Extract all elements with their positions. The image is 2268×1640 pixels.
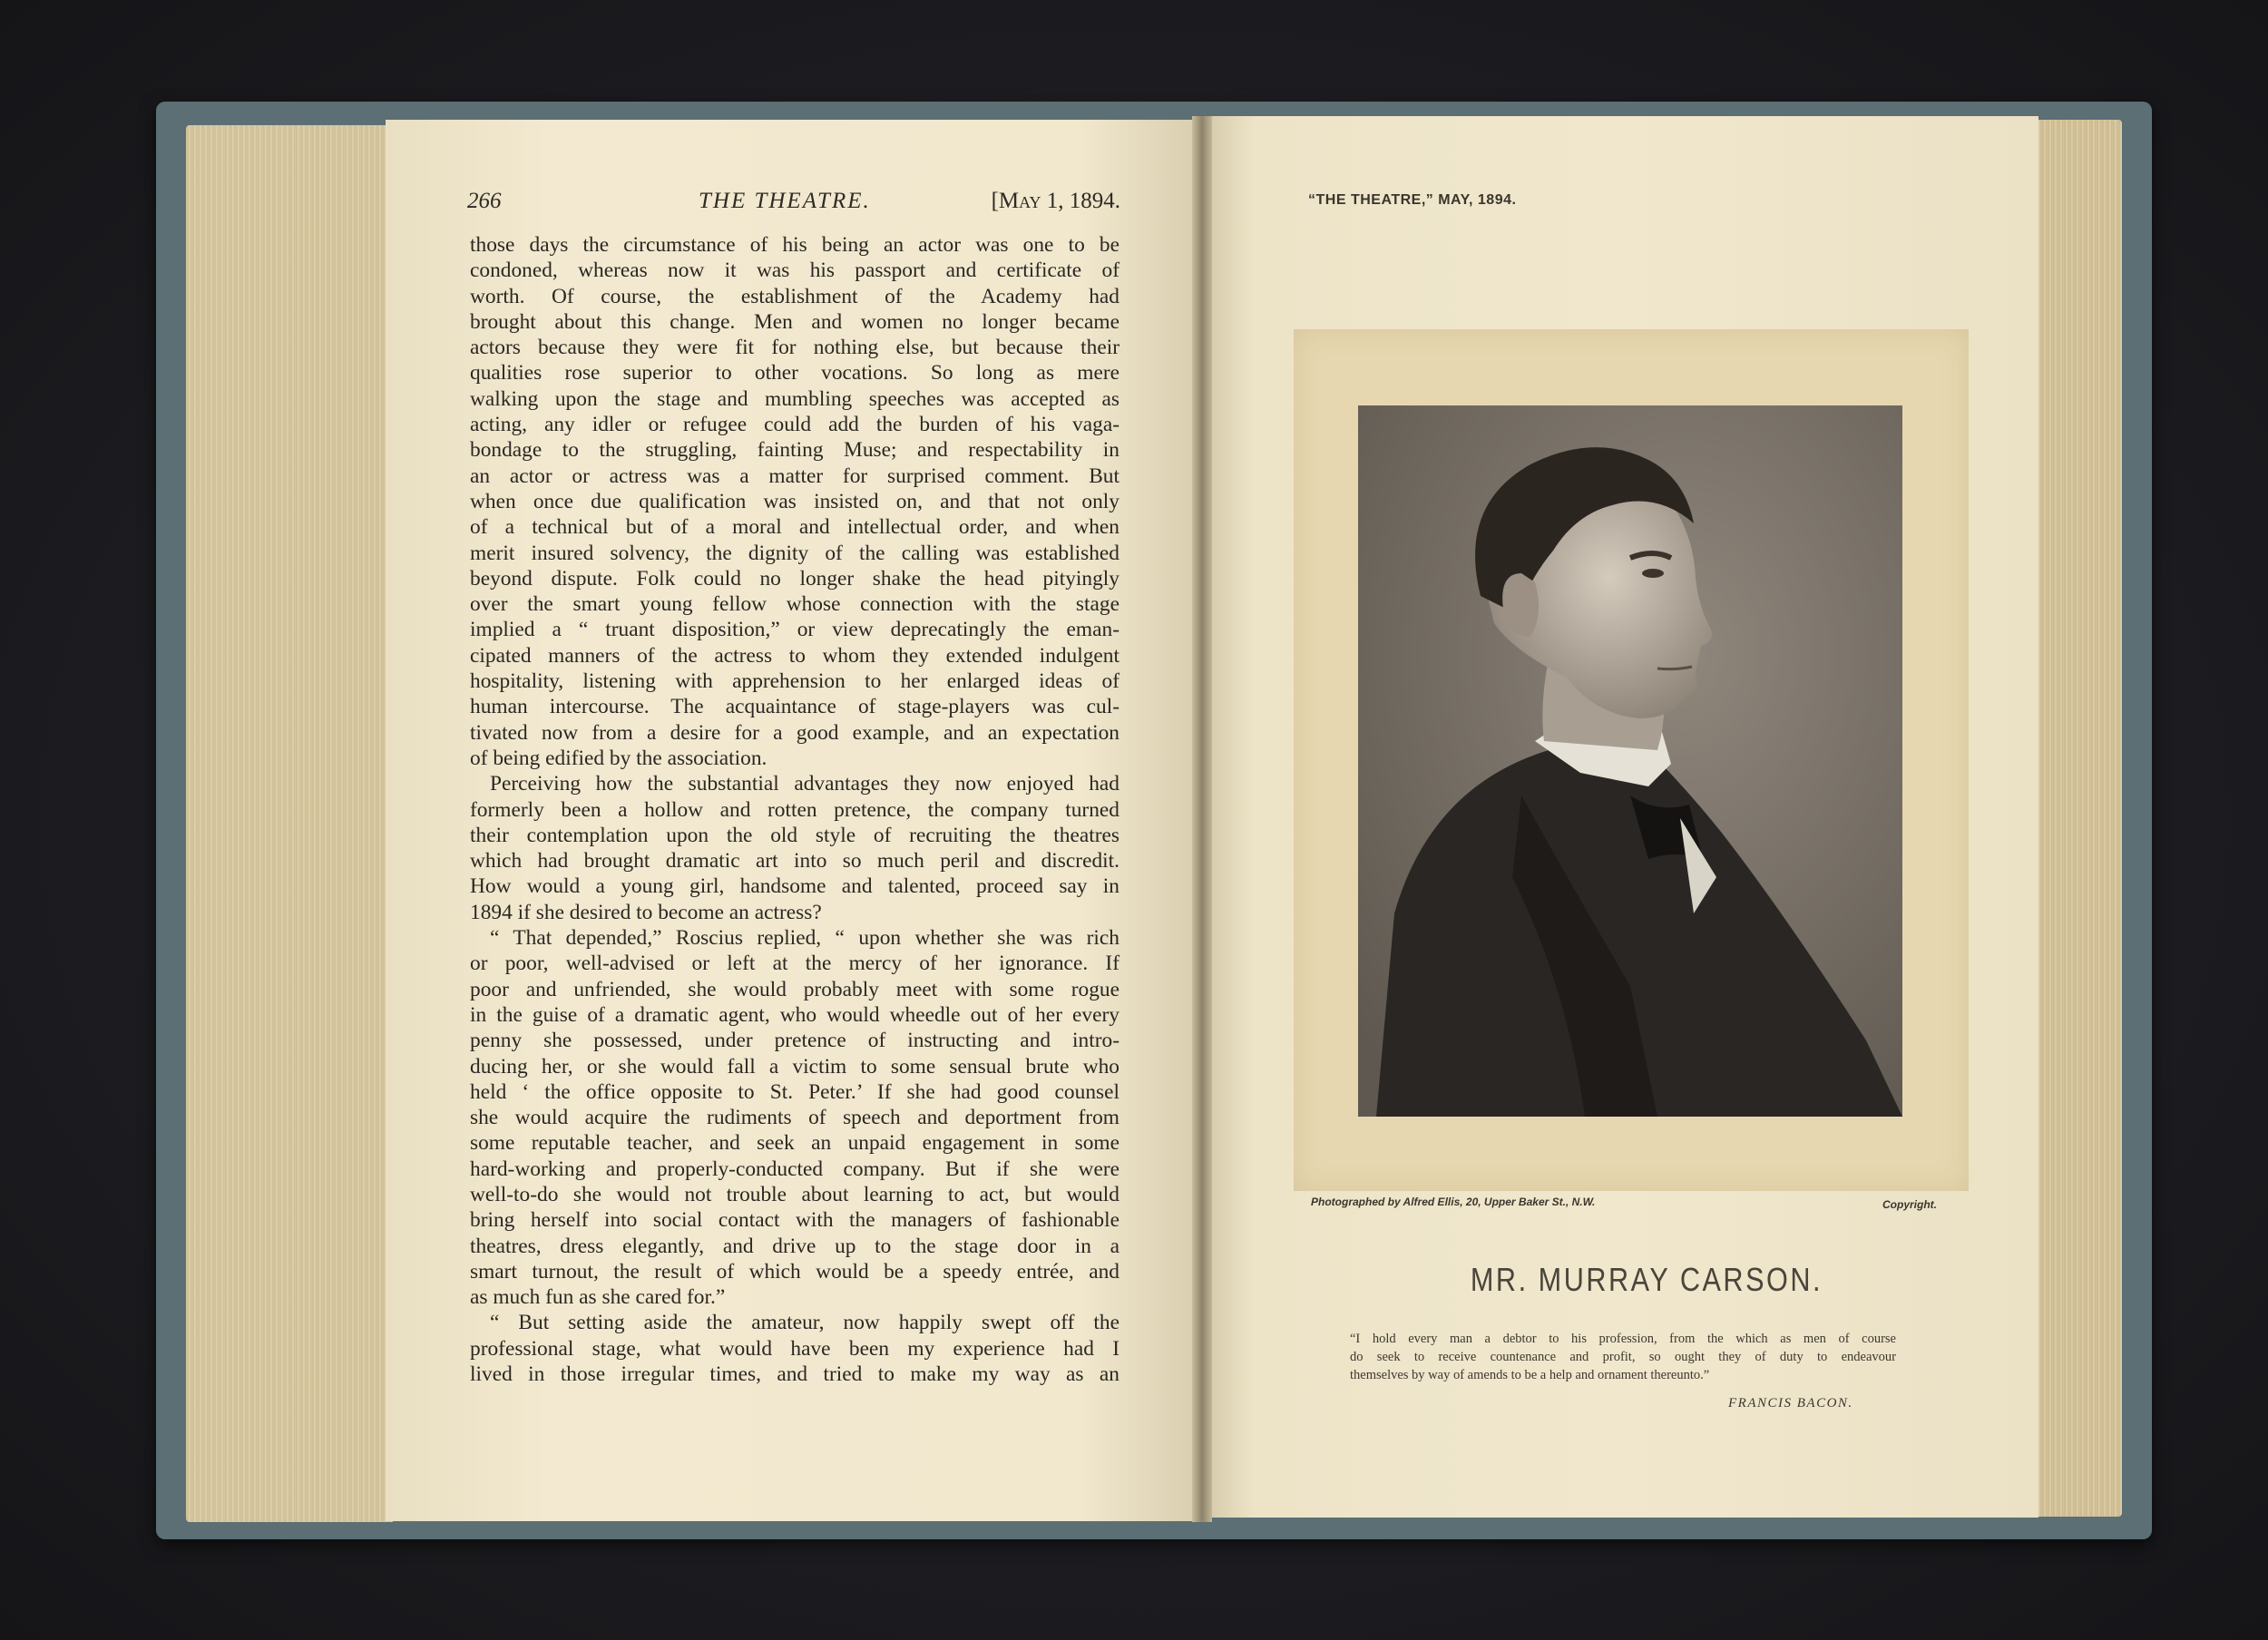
left-running-head (467, 189, 1120, 225)
text-line: Perceiving how the substantial advantages they now enjoyed had (490, 772, 1119, 796)
text-line: hard-working and properly-conducted company. But if she were (470, 1157, 1119, 1181)
sitter-name: MR. MURRAY CARSON. (1470, 1261, 1823, 1298)
text-line: ducing her, or she would fall a victim to some sensual brute who (470, 1054, 1119, 1079)
portrait-photograph (1358, 405, 1902, 1117)
text-line: as much fun as she cared for.” (470, 1285, 726, 1310)
photo-credit: Photographed by Alfred Ellis, 20, Upper Baker St., N.W. (1311, 1196, 1596, 1208)
article-text (470, 232, 1119, 1387)
text-line: human intercourse. The acquaintance of stage-players was cul- (470, 695, 1119, 719)
text-line: theatres, dress elegantly, and drive up to the stage door in a (470, 1234, 1119, 1258)
copyright-notice: Copyright. (1882, 1198, 1937, 1211)
text-line: worth. Of course, the establishment of the Academy had (470, 284, 1119, 308)
epigraph-quote (1350, 1330, 1896, 1384)
text-line: walking upon the stage and mumbling speeches was accepted as (470, 386, 1119, 411)
text-line: when once due qualification was insisted on, and that not only (470, 489, 1119, 513)
text-line: some reputable teacher, and seek an unpaid engagement in some (470, 1131, 1119, 1156)
quote-line: “I hold every man a debtor to his profession, from the which as men of course (1350, 1332, 1896, 1346)
text-line: poor and unfriended, she would probably meet with some rogue (470, 977, 1119, 1001)
text-line: of being edified by the association. (470, 746, 767, 770)
book-gutter (1192, 116, 1212, 1522)
text-line: professional stage, what would have been my experience had I (470, 1336, 1119, 1361)
text-line: acting, any idler or refugee could add the burden of his vaga- (470, 413, 1119, 437)
text-line: qualities rose superior to other vocations. So long as mere (470, 361, 1119, 386)
text-line: those days the circumstance of his being an actor was one to be (470, 233, 1119, 257)
text-line: actors because they were fit for nothing else, but because their (470, 336, 1119, 360)
text-line: cipated manners of the actress to whom they extended indulgent (470, 643, 1119, 668)
text-line: she would acquire the rudiments of speech and deportment from (470, 1106, 1119, 1130)
portrait-drawing (1358, 405, 1902, 1117)
text-line: merit insured solvency, the dignity of the calling was established (470, 541, 1119, 565)
right-page-edges (2036, 120, 2122, 1517)
text-line: held ‘ the office opposite to St. Peter.’ If she had good counsel (470, 1079, 1119, 1104)
text-line: brought about this change. Men and women no longer became (470, 309, 1119, 334)
text-line: their contemplation upon the old style of recruiting the theatres (470, 823, 1119, 847)
page-number: 266 (467, 189, 502, 213)
text-line: 1894 if she desired to become an actress? (470, 900, 822, 924)
text-line: smart turnout, the result of which would be a speedy entrée, and (470, 1259, 1119, 1284)
text-line: lived in those irregular times, and tried to make my way as an (470, 1362, 1119, 1387)
text-line: “ But setting aside the amateur, now happily swept off the (490, 1311, 1119, 1335)
text-line: penny she possessed, under pretence of instructing and intro- (470, 1029, 1119, 1053)
text-line: formerly been a hollow and rotten pretence, the company turned (470, 797, 1119, 822)
running-title: THE THEATRE. (699, 189, 871, 213)
text-line: of a technical but of a moral and intellectual order, and when (470, 515, 1119, 540)
text-line: How would a young girl, handsome and talented, proceed say in (470, 874, 1119, 899)
text-line: well-to-do she would not trouble about learning to act, but would (470, 1182, 1119, 1206)
text-line: condoned, whereas now it was his passport and certificate of (470, 259, 1119, 283)
text-line: bondage to the struggling, fainting Muse; and respectability in (470, 438, 1119, 463)
right-running-head: “THE THEATRE,” MAY, 1894. (1308, 192, 1517, 208)
text-line: bring herself into social contact with the managers of fashionable (470, 1208, 1119, 1233)
text-line: implied a “ truant disposition,” or view deprecatingly the eman- (470, 618, 1119, 642)
text-line: which had brought dramatic art into so much peril and discredit. (470, 849, 1119, 874)
text-line: hospitality, listening with apprehension to her enlarged ideas of (470, 669, 1119, 694)
text-line: beyond dispute. Folk could no longer shake the head pityingly (470, 566, 1119, 591)
left-page-edges (186, 125, 393, 1522)
text-line: over the smart young fellow whose connection with the stage (470, 592, 1119, 617)
quote-line: themselves by way of amends to be a help and ornament thereunto.” (1350, 1368, 1710, 1382)
text-line: “ That depended,” Roscius replied, “ upon whether she was rich (490, 926, 1119, 951)
text-line: or poor, well-advised or left at the mercy of her ignorance. If (470, 952, 1119, 976)
text-line: in the guise of a dramatic agent, who would wheedle out of her every (470, 1002, 1119, 1027)
quote-attribution: FRANCIS BACON. (1728, 1396, 1853, 1411)
quote-line: do seek to receive countenance and profit, so ought they of duty to endeavour (1350, 1350, 1896, 1364)
text-line: an actor or actress was a matter for surprised comment. But (470, 464, 1119, 488)
running-date: [May 1, 1894. (991, 189, 1120, 213)
text-line: tivated now from a desire for a good example, and an expectation (470, 720, 1119, 745)
